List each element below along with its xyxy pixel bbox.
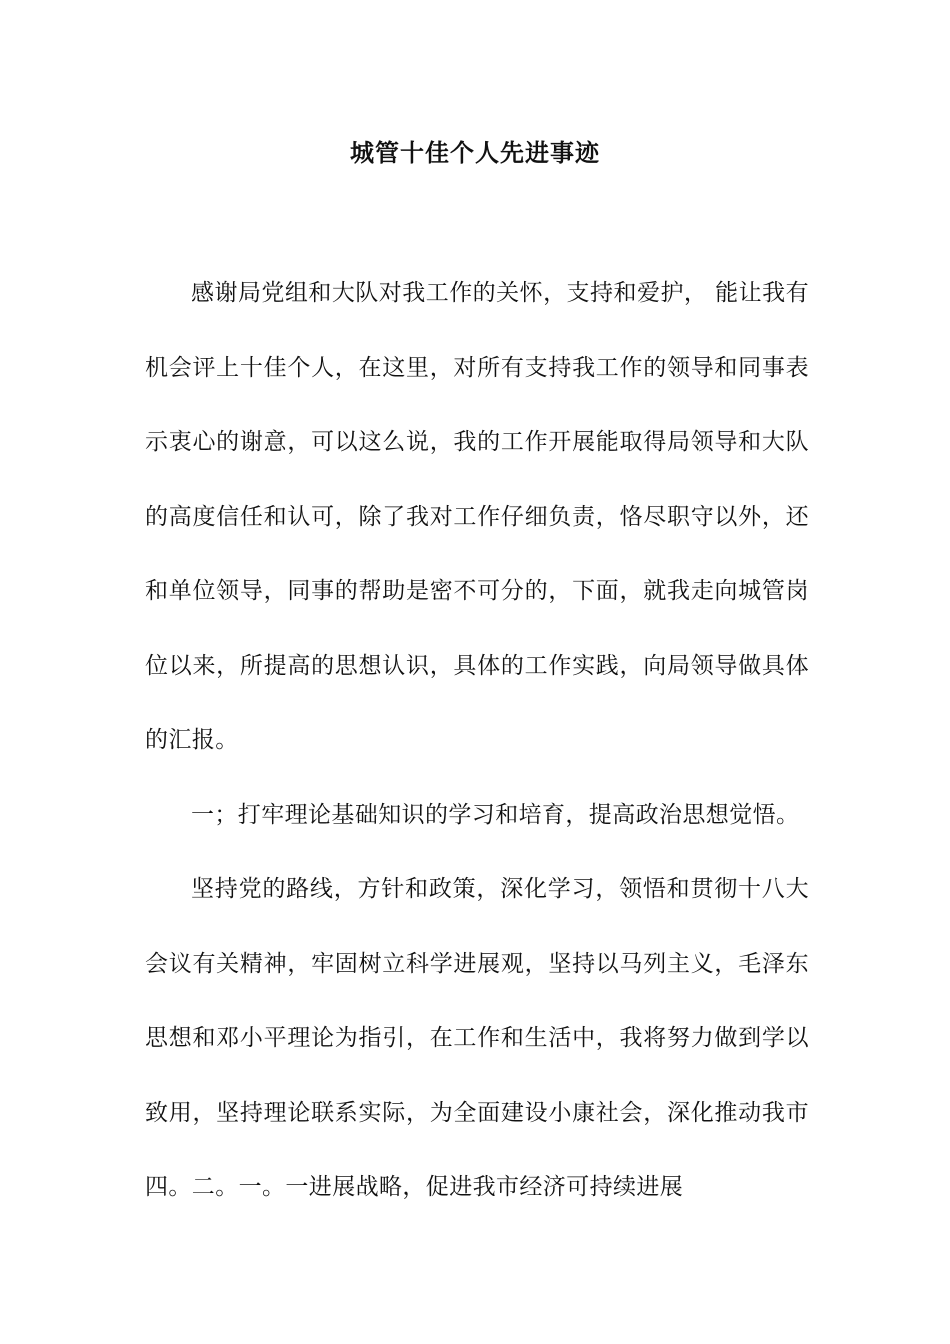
paragraph-section-heading: 一；打牢理论基础知识的学习和培育，提高政治思想觉悟。 — [191, 801, 800, 828]
paragraph-intro: 感谢局党组和大队对我工作的关怀，支持和爱护， 能让我有机会评上十佳个人，在这里，对所有支持我工作的领导和同事表示衷心的谢意，可以这么说，我的工作开展能取得局领导和大队的高度信任和认可，除了我对工作仔细负责，恪尽职守以外，还和单位领导，同事的帮助是密不可分的，下面，就我走向城管岗位以来，所提高的思想认识，具体的工作实践，向局领导做具体的汇报。 — [145, 280, 809, 753]
paragraph-theory-study: 坚持党的路线，方针和政策，深化学习，领悟和贯彻十八大会议有关精神，牢固树立科学进展观，坚持以马列主义，毛泽东思想和邓小平理论为指引，在工作和生活中，我将努力做到学以致用，坚持理论联系实际，为全面建设小康社会，深化推动我市四。二。一。一进展战略，促进我市经济可持续进展 — [145, 876, 809, 1200]
document-body — [145, 256, 809, 1225]
document-title: 城管十佳个人先进事迹 — [350, 138, 600, 167]
